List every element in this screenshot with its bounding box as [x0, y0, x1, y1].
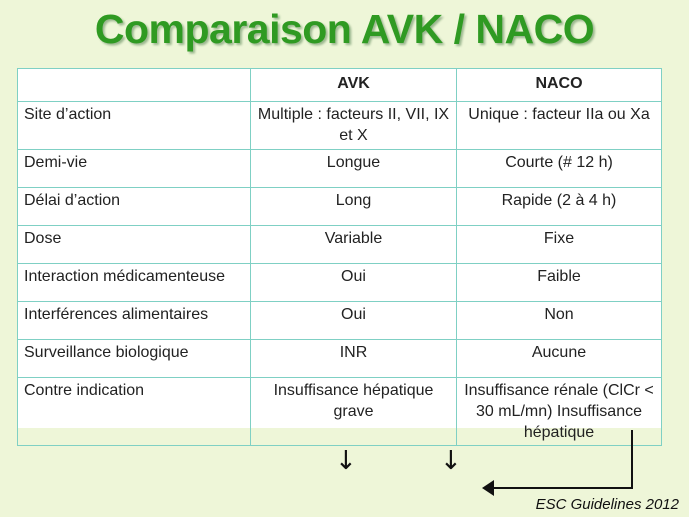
row-label: Site d’action [18, 102, 251, 150]
header-avk: AVK [251, 69, 457, 102]
avk-value: Oui [251, 264, 457, 302]
naco-value: Rapide (2 à 4 h) [457, 188, 662, 226]
row-label: Dose [18, 226, 251, 264]
arrow-down-icon: ↓ [440, 446, 462, 476]
table-row [18, 102, 662, 150]
row-label: Contre indication [18, 378, 251, 446]
avk-value: Variable [251, 226, 457, 264]
avk-value: Longue [251, 150, 457, 188]
row-label: Interaction médicamenteuse [18, 264, 251, 302]
row-label: Demi-vie [18, 150, 251, 188]
table-row [18, 226, 662, 264]
naco-value: Courte (# 12 h) [457, 150, 662, 188]
naco-value: Non [457, 302, 662, 340]
avk-value: Long [251, 188, 457, 226]
naco-value: Fixe [457, 226, 662, 264]
avk-value: INR [251, 340, 457, 378]
naco-value: Insuffisance rénale (ClCr < 30 mL/mn) Insuffisance hépatique [457, 378, 662, 446]
arrow-down-icon: ↓ [335, 446, 357, 476]
row-label: Surveillance biologique [18, 340, 251, 378]
row-label: Délai d’action [18, 188, 251, 226]
table-row [18, 302, 662, 340]
table-row [18, 340, 662, 378]
header-empty [18, 69, 251, 102]
table-row [18, 264, 662, 302]
comparison-table [17, 68, 662, 446]
row-label: Interférences alimentaires [18, 302, 251, 340]
naco-value: Unique : facteur IIa ou Xa [457, 102, 662, 150]
arrow-left-icon [482, 480, 494, 496]
table-row [18, 378, 662, 446]
table-row [18, 188, 662, 226]
avk-value: Insuffisance hépatique grave [251, 378, 457, 446]
source-citation: ESC Guidelines 2012 [535, 496, 679, 513]
slide-title: Comparaison AVK / NACO [94, 6, 595, 52]
avk-value: Multiple : facteurs II, VII, IX et X [251, 102, 457, 150]
connector-line [492, 487, 633, 489]
comparison-table-container [17, 68, 661, 441]
header-naco: NACO [457, 69, 662, 102]
table-row [18, 150, 662, 188]
avk-value: Oui [251, 302, 457, 340]
naco-value: Faible [457, 264, 662, 302]
naco-value: Aucune [457, 340, 662, 378]
table-header-row [18, 69, 662, 102]
connector-line [631, 430, 633, 487]
